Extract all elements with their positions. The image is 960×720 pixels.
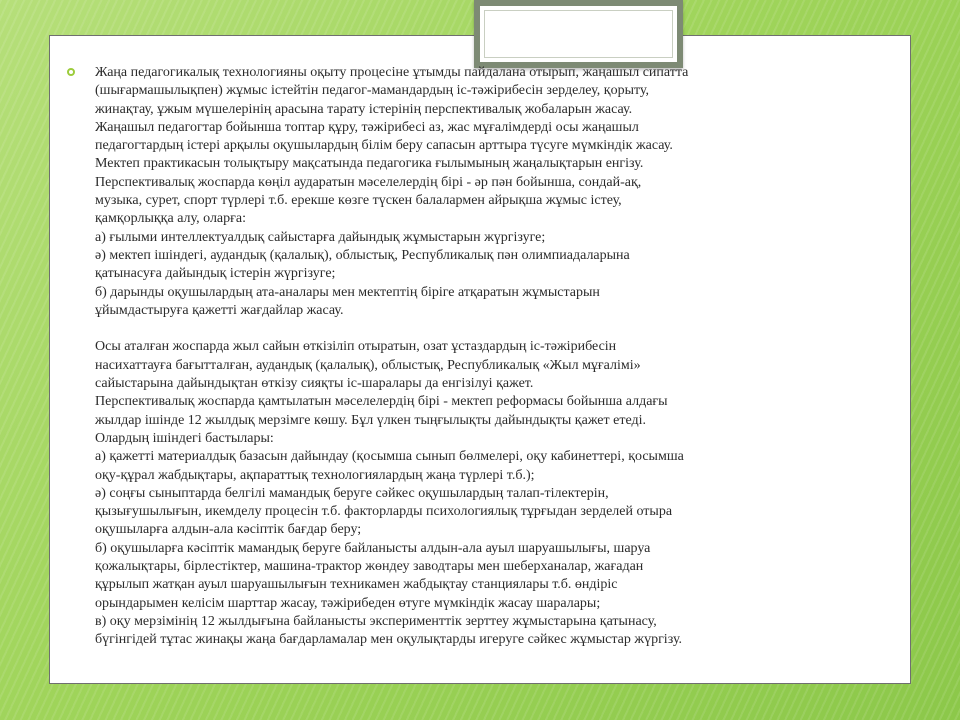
slide-body-text xyxy=(95,64,895,650)
body-text-line: сайыстарына дайындықтан өткізу сияқты іс-шаралары да енгізілуі қажет. xyxy=(95,376,534,392)
body-text-line: б) дарынды оқушылардың ата-аналары мен мектептің біріге атқаратын жұмыстарын xyxy=(95,284,600,300)
body-text-line: б) оқушыларға кәсіптік мамандық беруге байланысты алдын-ала ауыл шаруашылығы, шаруа xyxy=(95,540,651,556)
body-text-line: Олардың ішіндегі бастылары: xyxy=(95,430,274,446)
body-text-line: жинақтау, ұжым мүшелерінің арасына тарату істерінің перспективалық жобаларын жасау. xyxy=(95,101,633,117)
body-text-line: ә) соңғы сыныптарда белгілі мамандық беруге сәйкес оқушылардың талап-тілектерін, xyxy=(95,485,609,501)
body-text-line: насихаттауға бағытталған, аудандық (қалалық), облыстық, Республикалық «Жыл мұғалімі» xyxy=(95,357,641,373)
body-text-line: Осы аталған жоспарда жыл сайын өткізіліп отыратын, озат ұстаздардың іс-тәжірибесін xyxy=(95,339,617,355)
body-text-line: Мектеп практикасын толықтыру мақсатында педагогика ғылымының жаңалықтарын енгізу. xyxy=(95,156,644,172)
body-text-line: қожалықтары, бірлестіктер, машина-трактор жөндеу заводтары мен шеберханалар, жағадан xyxy=(95,559,644,575)
body-text-line: Перспективалық жоспарда қамтылатын мәселелердің бірі - мектеп реформасы бойынша алдағы xyxy=(95,394,668,410)
decorative-picture-frame xyxy=(474,0,683,68)
body-text-line: а) қажетті материалдық базасын дайындау (қосымша сынып бөлмелері, оқу кабинеттері, қосымша xyxy=(95,449,684,465)
body-text-line: оқушыларға алдын-ала кәсіптік бағдар беру; xyxy=(95,522,362,538)
body-text-line: оқу-құрал жабдықтары, ақпараттық технологиялардың жаңа түрлері т.б.); xyxy=(95,467,535,483)
body-text-line: құрылып жатқан ауыл шаруашылығын техникамен жабдықтау станциялары т.б. өндіріс xyxy=(95,577,618,593)
body-text-line: а) ғылыми интеллектуалдық сайыстарға дайындық жұмыстарын жүргізуге; xyxy=(95,229,546,245)
body-text-line: Жаңа педагогикалық технологияны оқыту процесіне ұтымды пайдалана отырып, жаңашыл сипатта xyxy=(95,65,689,80)
body-text-line: (шығармашылықпен) жұмыс істейтін педагог-мамандардың іс-тәжірибесін зерделеу, қорыту, xyxy=(95,83,650,99)
body-text-line: жылдар ішінде 12 жылдық мерзімге көшу. Бұл үлкен тыңғылықты дайындықты қажет етеді. xyxy=(95,412,647,428)
body-text-line: ұйымдастыруға қажетті жағдайлар жасау. xyxy=(95,302,344,318)
body-text-line: Жаңашыл педагогтар бойынша топтар құру, тәжірибесі аз, жас мұғалімдерді осы жаңашыл xyxy=(95,119,639,135)
body-text-line: музыка, сурет, спорт түрлері т.б. ерекше көзге түскен балалармен айрықша жұмыс істеу, xyxy=(95,193,622,209)
bullet-icon xyxy=(67,68,75,76)
body-text-line: ә) мектеп ішіндегі, аудандық (қалалық), облыстық, Республикалық пән олимпиадаларына xyxy=(95,247,630,263)
paragraph-spacer xyxy=(95,320,895,338)
body-text-line: қамқорлыққа алу, оларға: xyxy=(95,211,246,227)
body-text-line: бүгінгідей тұтас жинақы жаңа бағдарламалар мен оқулықтарды игеруге сәйкес жұмыстар жүргізу. xyxy=(95,632,683,648)
body-text-line: орындарымен келісім шарттар жасау, тәжірибеден өтуге мүмкіндік жасау шаралары; xyxy=(95,595,601,611)
picture-frame-inner xyxy=(484,10,673,58)
body-text-line: қызығушылығын, икемделу процесін т.б. факторларды психологиялық тұрғыдан зерделей отыра xyxy=(95,504,673,520)
body-text-line: қатынасуға дайындық істерін жүргізуге; xyxy=(95,266,336,282)
body-text-line: педагогтардың істері арқылы оқушылардың білім беру сапасын арттыра түсуге мүмкіндік жасау. xyxy=(95,138,673,154)
body-text-line: в) оқу мерзімінің 12 жылдығына байланысты эксперименттік зерттеу жұмыстарына қатынасу, xyxy=(95,613,657,629)
body-text-line: Перспективалық жоспарда көңіл аударатын мәселелердің бірі - әр пән бойынша, сондай-ақ, xyxy=(95,174,642,190)
